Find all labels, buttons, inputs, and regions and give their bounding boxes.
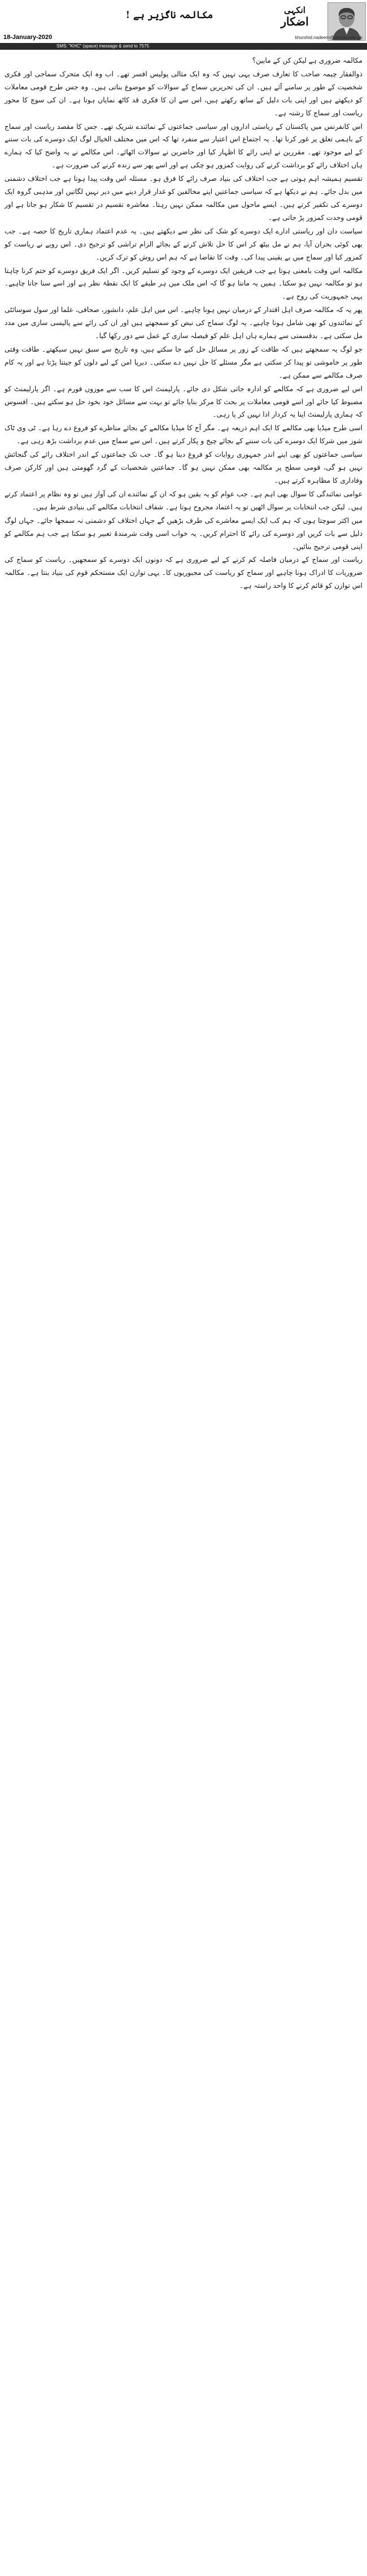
article-paragraph: ذوالفقار چیمہ صاحب کا تعارف صرف یہی نہیں کہ وہ ایک مثالی پولیس افسر تھے۔ اب وہ ایک متحرک سماجی اور فکری شخصیت کے طور پر سامنے آئے ہیں۔ ان کی تحریریں سماج کے سوالات کو موضوع بناتی ہیں۔ وہ جس طرح قومی معاملات کو دیکھتے ہیں اور اپنی بات دلیل کے ساتھ رکھتے ہیں، اس سے ان کا فکری قد کاٹھ نمایاں ہوتا ہے۔ ان کی سوچ کا محور ریاست اور سماج کا رشتہ ہے۔ [5, 70, 362, 117]
column-masthead [0, 0, 367, 45]
sms-banner [0, 43, 367, 50]
article-paragraph: پھر یہ کہ مکالمہ صرف اہل اقتدار کے درمیان نہیں ہونا چاہیے۔ اس میں اہل علم، دانشور، صحافی، علما اور سول سوسائٹی کے نمائندوں کو بھی شامل ہونا چاہیے۔ یہ لوگ سماج کی نبض کو سمجھتے ہیں اور ان کی رائے سے پالیسی سازی میں مدد مل سکتی ہے۔ بدقسمتی سے ہمارے ہاں اہل علم کو فیصلہ سازی کے عمل سے دور رکھا گیا۔ [5, 306, 362, 340]
article-paragraph: جو لوگ یہ سمجھتے ہیں کہ طاقت کے زور پر مسائل حل کیے جا سکتے ہیں، وہ تاریخ سے سبق نہیں سیکھتے۔ طاقت وقتی طور پر خاموشی تو پیدا کر سکتی ہے مگر مسئلے کا حل نہیں دے سکتی۔ دیرپا امن کے لیے دلوں کو جیتنا پڑتا ہے اور یہ کام صرف مکالمے سے ممکن ہے۔ [5, 345, 362, 379]
article-paragraph: مکالمہ اس وقت بامعنی ہوتا ہے جب فریقین ایک دوسرے کے وجود کو تسلیم کریں۔ اگر ایک فریق دوسرے کو ختم کرنا چاہتا ہو تو مکالمہ نہیں ہو سکتا۔ ہمیں یہ ماننا ہو گا کہ اس ملک میں ہر طبقے کا ایک نقطۂ نظر ہے اور اسے سنا جانا چاہیے۔ یہی جمہوریت کی روح ہے۔ [5, 266, 362, 301]
article-paragraph: سیاسی جماعتوں کو بھی اپنے اندر جمہوری روایات کو فروغ دینا ہو گا۔ جب تک جماعتوں کے اندر اختلاف رائے کی گنجائش نہیں ہو گی، قومی سطح پر مکالمہ بھی ممکن نہیں ہو گا۔ جماعتیں شخصیات کے گرد گھومتی ہیں اور کارکن صرف وفاداری کا مظاہرہ کرتے ہیں۔ [5, 451, 362, 484]
article-paragraph: مکالمہ ضروری ہے لیکن کن کے مابین؟ [252, 57, 362, 64]
column-headline: مکالمہ ناگزیر ہے ! [125, 10, 213, 21]
author-email: khurshid.nadeem@dunya.com.pk [295, 35, 362, 40]
article-paragraph: اس لیے ضروری ہے کہ مکالمے کو ادارہ جاتی شکل دی جائے۔ پارلیمنٹ اس کا سب سے موزوں فورم ہے۔ اگر پارلیمنٹ کو مضبوط کیا جائے اور اسے قومی معاملات پر بحث کا مرکز بنایا جائے تو بہت سے مسائل خود بخود حل ہو سکتے ہیں۔ افسوس کہ ہماری پارلیمنٹ اپنا یہ کردار ادا نہیں کر پا رہی۔ [5, 384, 362, 419]
article-paragraph: تقسیم ہمیشہ اہم ہوتی ہے جب اختلاف کی بنیاد صرف رائے کا فرق ہو۔ مسئلہ اس وقت پیدا ہوتا ہے جب اختلاف دشمنی میں بدل جائے۔ ہم نے دیکھا ہے کہ سیاسی جماعتیں اپنے مخالفین کو غدار قرار دینے میں دیر نہیں لگاتیں اور مذہبی گروہ ایک دوسرے کی تکفیر کرتے ہیں۔ ایسے ماحول میں مکالمہ ممکن نہیں رہتا۔ معاشرہ تقسیم در تقسیم کا شکار ہو جاتا ہے اور قومی وحدت کمزور پڑ جاتی ہے۔ [5, 175, 362, 222]
article-paragraph: سیاست دان اور ریاستی ادارے ایک دوسرے کو شک کی نظر سے دیکھتے ہیں۔ یہ عدم اعتماد ہماری تاریخ کا حصہ ہے۔ جب بھی کوئی بحران آیا، ہم نے مل بیٹھ کر اس کا حل تلاش کرنے کے بجائے الزام تراشی کو ترجیح دی۔ اس رویے نے ریاست کو کمزور کیا اور سماج میں بے یقینی پیدا کی۔ وقت کا تقاضا ہے کہ ہم اس روش کو ترک کریں۔ [5, 227, 362, 261]
article-paragraph: اسی طرح میڈیا بھی مکالمے کا ایک اہم ذریعہ ہے۔ مگر آج کا میڈیا مکالمے کے بجائے مناظرے کو فروغ دے رہا ہے۔ ٹی وی ٹاک شوز میں شرکا ایک دوسرے کی بات سننے کے بجائے چیخ و پکار کرتے ہیں۔ اس سے سماج میں عدم برداشت بڑھ رہی ہے۔ [5, 424, 362, 445]
column-name-logo [265, 5, 324, 27]
article-body [5, 54, 362, 593]
article-paragraph: میں اکثر سوچتا ہوں کہ ہم کب ایک ایسے معاشرے کی طرف بڑھیں گے جہاں اختلاف کو دشمنی نہ سمجھا جائے۔ جہاں لوگ دلیل سے بات کریں اور دوسرے کی رائے کا احترام کریں۔ یہ خواب اسی وقت شرمندۂ تعبیر ہو سکتا ہے جب ہم مکالمے کو اپنی قومی ترجیح بنائیں۔ [5, 516, 362, 551]
column-name-line2: اضکار [281, 15, 309, 28]
article-paragraph: ریاست اور سماج کے درمیان فاصلہ کم کرنے کے لیے ضروری ہے کہ دونوں ایک دوسرے کو سمجھیں۔ ریاست کو سماج کی ضروریات کا ادراک ہونا چاہیے اور سماج کو ریاست کی مجبوریوں کا۔ یہی توازن ایک مستحکم قوم کی بنیاد بنتا ہے۔ مکالمہ اس توازن کو قائم کرنے کا واحد راستہ ہے۔ [5, 556, 362, 590]
sms-instructions: SMS: "KHC" (space) message & send to 7575 [56, 44, 149, 49]
article-paragraph: اس کانفرنس میں پاکستان کے ریاستی اداروں اور سیاسی جماعتوں کے نمائندے شریک تھے۔ جس کا مقصد ریاست اور سماج کے باہمی تعلق پر غور کرنا تھا۔ یہ اجتماع اس اعتبار سے منفرد تھا کہ اس میں مختلف الخیال لوگ ایک دوسرے کی بات سننے کے لیے موجود تھے۔ مقررین نے اپنی رائے کا اظہار کیا اور حاضرین نے سوالات اٹھائے۔ اس مکالمے نے یہ واضح کیا کہ ہمارے ہاں اختلاف رائے کو برداشت کرنے کی روایت کمزور ہو چکی ہے اور اسے پھر سے زندہ کرنے کی ضرورت ہے۔ [5, 122, 362, 170]
publication-date: 18-January-2020 [3, 34, 53, 41]
article-paragraph: عوامی نمائندگی کا سوال بھی اہم ہے۔ جب عوام کو یہ یقین ہو کہ ان کے نمائندے ان کی آواز ہیں تو وہ نظام پر اعتماد کرتے ہیں۔ لیکن جب انتخابات پر سوال اٹھیں تو یہ اعتماد مجروح ہوتا ہے۔ شفاف انتخابات مکالمے کی بنیادی شرط ہیں۔ [5, 490, 362, 511]
column-name-line1: انکہی [284, 5, 305, 15]
